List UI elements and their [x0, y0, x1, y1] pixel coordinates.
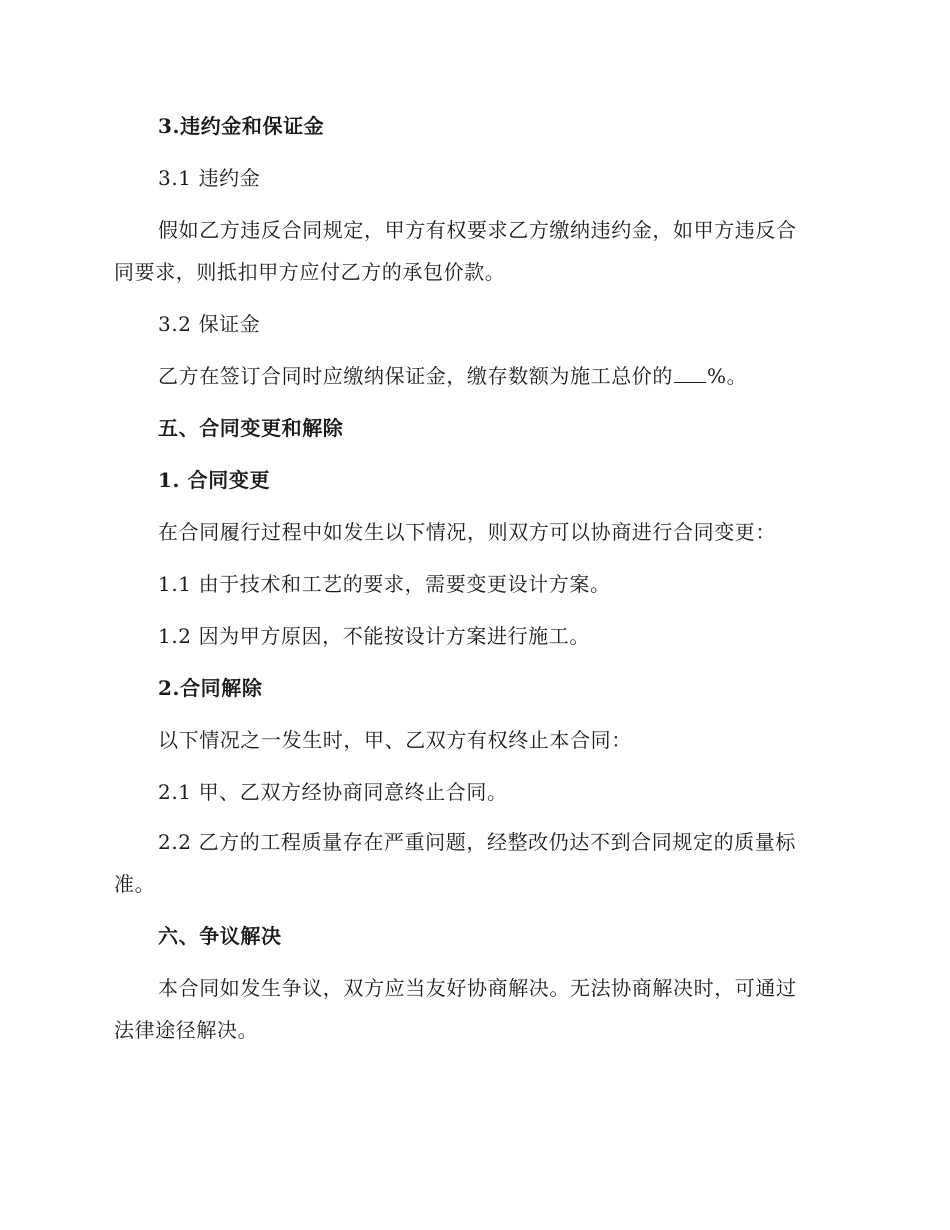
section-5-2-item-1: 2.1 甲、乙双方经协商同意终止合同。	[158, 780, 508, 804]
section-5-1-intro: 在合同履行过程中如发生以下情况，则双方可以协商进行合同变更：	[158, 520, 776, 544]
section-6-heading: 六、争议解决	[158, 924, 282, 948]
section-3-1-label: 3.1 违约金	[158, 166, 261, 190]
section-3-1-paragraph-line-2: 同要求，则抵扣甲方应付乙方的承包价款。	[114, 260, 506, 284]
section-5-2-intro: 以下情况之一发生时，甲、乙双方有权终止本合同：	[158, 728, 632, 752]
section-5-1-item-2: 1.2 因为甲方原因，不能按设计方案进行施工。	[158, 624, 590, 648]
section-5-heading: 五、合同变更和解除	[158, 416, 344, 440]
deposit-text-before: 乙方在签订合同时应缴纳保证金，缴存数额为施工总价的	[158, 364, 673, 388]
section-3-1-paragraph-line-1: 假如乙方违反合同规定，甲方有权要求乙方缴纳违约金，如甲方违反合	[158, 218, 797, 242]
section-6-paragraph-line-2: 法律途径解决。	[114, 1018, 259, 1042]
section-6-paragraph-line-1: 本合同如发生争议，双方应当友好协商解决。无法协商解决时，可通过	[158, 976, 797, 1000]
section-5-1-item-1: 1.1 由于技术和工艺的要求，需要变更设计方案。	[158, 572, 611, 596]
section-5-1-heading: 1. 合同变更	[158, 468, 271, 492]
deposit-text-after: %。	[707, 364, 748, 388]
section-3-heading: 3.违约金和保证金	[158, 114, 325, 138]
section-3-2-paragraph	[158, 362, 747, 390]
section-3-2-label: 3.2 保证金	[158, 312, 261, 336]
section-5-2-item-2-line-2: 准。	[114, 872, 156, 896]
section-5-2-heading: 2.合同解除	[158, 676, 263, 700]
deposit-percentage-blank	[674, 364, 706, 383]
section-5-2-item-2-line-1: 2.2 乙方的工程质量存在严重问题，经整改仍达不到合同规定的质量标	[158, 830, 796, 854]
